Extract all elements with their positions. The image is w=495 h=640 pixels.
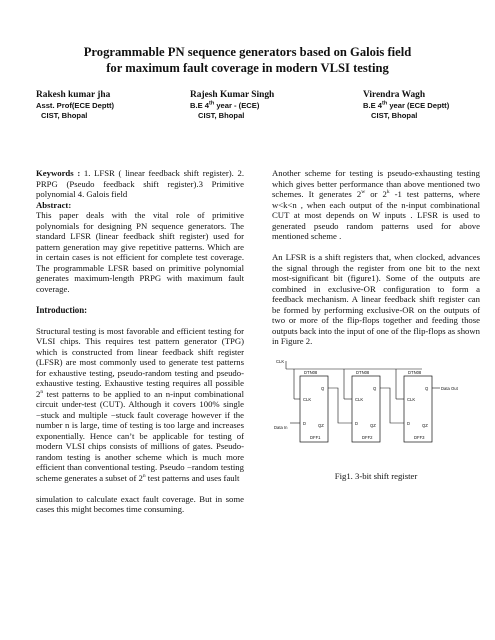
author-institute: CIST, Bhopal xyxy=(371,111,418,120)
qz-pin-label: QZ xyxy=(318,423,324,428)
author-affiliation: Asst. Prof(ECE Deptt) xyxy=(36,100,115,110)
d-pin-label: D xyxy=(355,421,359,426)
dff-label: DFF2 xyxy=(362,435,373,440)
intro-paragraph-continued: simulation to calculate exact fault coverage. But in some cases this might becomes time consuming. xyxy=(36,493,244,514)
flip-flop-2 xyxy=(352,370,380,442)
author-1 xyxy=(36,90,114,122)
keywords: Keywords : 1. LFSR ( linear feedback shift register). 2. PRPG (Pseudo feedback shift register).3 Primitive polynomial 4. Galois field xyxy=(36,168,244,199)
shift-register-diagram xyxy=(272,357,482,467)
figure-caption: Fig1. 3-bit shift register xyxy=(334,471,418,481)
author-affiliation: B.E 4th year (ECE Deptt) xyxy=(363,99,450,110)
author-name: Virendra Wagh xyxy=(363,90,426,100)
flip-flop-1 xyxy=(300,370,328,442)
author-2 xyxy=(190,90,274,122)
clk-pin-label: CLK xyxy=(407,397,416,402)
intro-paragraph: Structural testing is most favorable and efficient testing for VLSI chips. This requires test pattern generator (TPG) which is constructed from linear feedback shift register (LFSR) are most commonly used to generate test patterns for exhaustive testing, pseudo-random testing and pseudo-exhaustive testing. Exhaustive testing requires all possible 2$^n$ test patterns to be applied to an n-input combinational circuit under-test (CUT). Although it covers 100% single −stuck and multiple −stuck fault coverage however if the number n is large, time of testing is too large and increases exponentially. Hence can’t be applicable for testing of modern VLSI chips consists of millions of gates. Pseudo-random testing is another scheme which is much more efficient than conventional testing. Pseudo −random testing scheme generates a subset of 2$^n$ test patterns and uses fault xyxy=(36,325,244,483)
title-line-2: for maximum fault coverage in modern VLSI testing xyxy=(106,61,389,75)
abstract-text: This paper deals with the vital role of primitive polynomials for designing PN sequence generators. The standard LFSR (linear feedback shift register) used for pattern generation may give repetitive patterns. Which are in certain cases is not efficient for complete test coverage. The programmable LFSR based on primitive polynomial generates maximum-length PRPG with maximum fault coverage. xyxy=(36,210,244,294)
d-pin-label: D xyxy=(407,421,411,426)
chip-label: DTN08 xyxy=(304,370,318,375)
author-3 xyxy=(363,90,449,122)
q-pin-label: Q xyxy=(425,386,429,391)
pseudo-exhaustive-paragraph: Another scheme for testing is pseudo-exhausting testing which gives better performance than above mentioned two schemes. It generates 2$^w$ or 2$^k$ -1 test patterns, where w<k<n , when each output of the n-input combinational CUT at most depends on W inputs . LFSR is used to generated pseudo random patterns used for above mentioned scheme . xyxy=(272,168,480,241)
author-name: Rajesh Kumar Singh xyxy=(190,90,275,100)
shift-register-figure xyxy=(272,357,482,467)
qz-pin-label: QZ xyxy=(422,423,428,428)
abstract-heading: Abstract: xyxy=(36,199,72,210)
left-column xyxy=(36,168,244,525)
author-name: Rakesh kumar jha xyxy=(36,90,111,100)
data-out-label: Data Out xyxy=(441,386,458,391)
paper-title xyxy=(30,44,465,76)
data-in-label: Data In xyxy=(274,425,288,430)
right-column xyxy=(272,168,480,482)
intro-heading: Introduction: xyxy=(36,304,88,315)
clk-label: CLK xyxy=(276,359,285,364)
author-affiliation: B.E 4th year - (ECE) xyxy=(190,99,260,110)
qz-pin-label: QZ xyxy=(370,423,376,428)
chip-label: DTN08 xyxy=(408,370,422,375)
d-pin-label: D xyxy=(303,421,307,426)
clk-pin-label: CLK xyxy=(355,397,364,402)
clk-pin-label: CLK xyxy=(303,397,312,402)
dff-label: DFF3 xyxy=(414,435,425,440)
author-institute: CIST, Bhopal xyxy=(41,111,88,120)
lfsr-paragraph: An LFSR is a shift registers that, when clocked, advances the signal through the register from one bit to the next most-significant bit (figure1). Some of the outputs are combined in exclusive-OR configuration to form a feedback mechanism. A linear feedback shift register can be formed by performing exclusive-OR on the outputs of two or more of the flip-flops together and feeding those outputs back into the input of one of the flip-flops as shown in Figure 2. xyxy=(272,252,480,346)
chip-label: DTN08 xyxy=(356,370,370,375)
q-pin-label: Q xyxy=(321,386,325,391)
author-institute: CIST, Bhopal xyxy=(198,111,245,120)
q-pin-label: Q xyxy=(373,386,377,391)
dff-label: DFF1 xyxy=(310,435,321,440)
flip-flop-3 xyxy=(404,370,432,442)
title-line-1: Programmable PN sequence generators based on Galois field xyxy=(83,45,412,59)
